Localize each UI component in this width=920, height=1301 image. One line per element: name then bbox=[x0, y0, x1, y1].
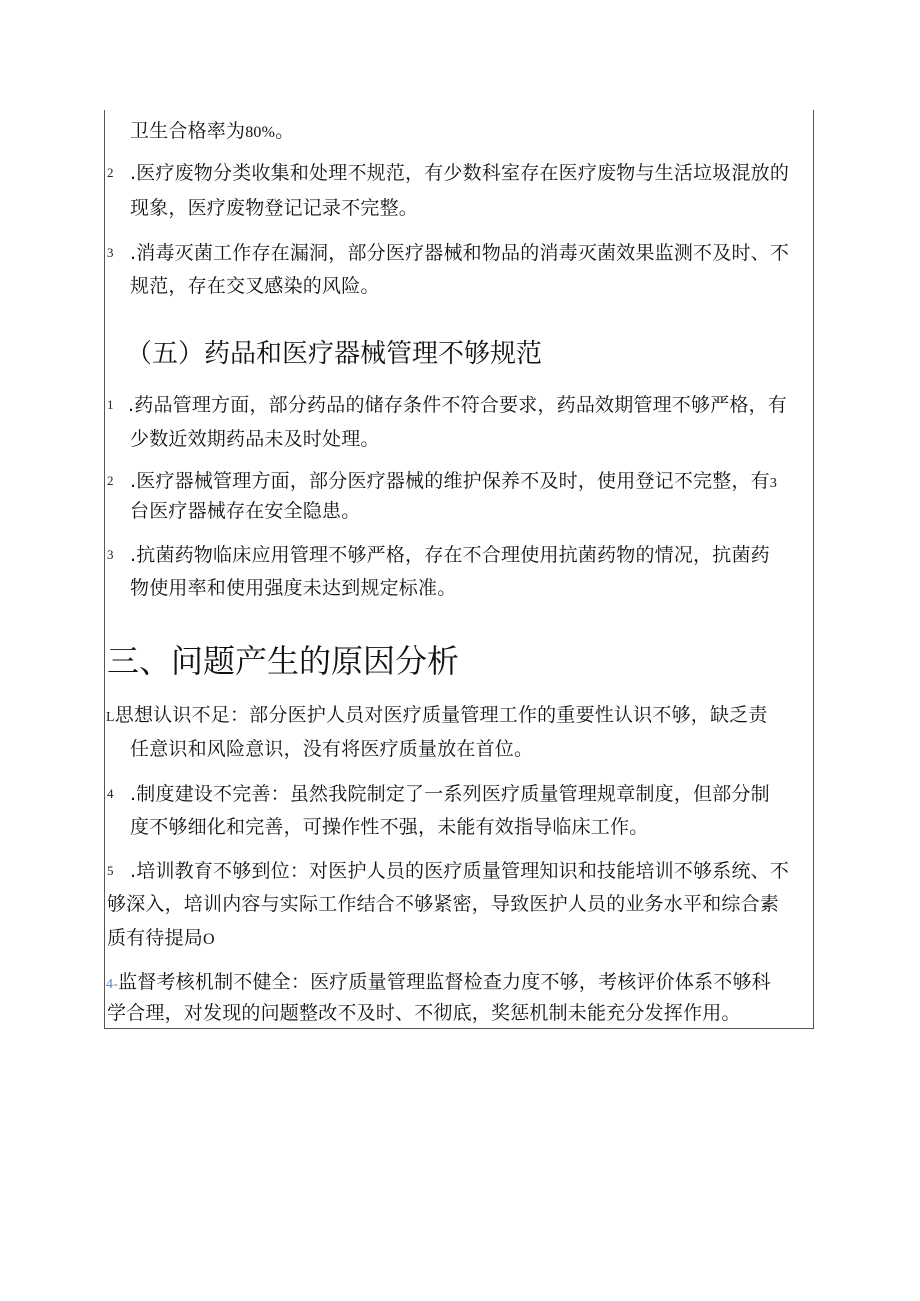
list-item-line: .培训教育不够到位：对医护人员的医疗质量管理知识和技能培训不够系统、不 bbox=[130, 860, 790, 882]
list-item-line: .医疗废物分类收集和处理不规范，有少数科室存在医疗废物与生活垃圾混放的 bbox=[130, 162, 790, 184]
list-item-line: 学合理，对发现的问题整改不及时、不彻底，奖惩机制未能充分发挥作用。 bbox=[107, 1002, 741, 1024]
list-item-line: .抗菌药物临床应用管理不够严格，存在不合理使用抗菌药物的情况，抗菌药 bbox=[130, 544, 770, 566]
list-item-line: .制度建设不完善：虽然我院制定了一系列医疗质量管理规章制度，但部分制 bbox=[130, 783, 770, 805]
list-number: 4 bbox=[107, 786, 114, 801]
list-item-line: 现象，医疗废物登记记录不完整。 bbox=[130, 197, 419, 219]
list-item-line: 任意识和风险意识，没有将医疗质量放在首位。 bbox=[130, 738, 534, 760]
list-item-line: 度不够细化和完善，可操作性不强，未能有效指导临床工作。 bbox=[130, 816, 649, 838]
list-item-line: 少数近效期药品未及时处理。 bbox=[130, 428, 380, 450]
list-number: 3 bbox=[107, 245, 114, 260]
list-number: 4- bbox=[106, 977, 119, 992]
list-number: 1 bbox=[107, 397, 114, 412]
list-item-line: 够深入，培训内容与实际工作结合不够紧密，导致医护人员的业务水平和综合素 bbox=[107, 893, 780, 915]
list-item-line: 4-监督考核机制不健全：医疗质量管理监督检查力度不够，考核评价体系不够科 bbox=[106, 971, 771, 993]
list-item-line: .药品管理方面，部分药品的储存条件不符合要求，药品效期管理不够严格，有 bbox=[128, 394, 788, 416]
list-item-line: 台医疗器械存在安全隐患。 bbox=[130, 500, 361, 522]
list-item-line: 质有待提局O bbox=[107, 927, 215, 949]
section-heading: （五）药品和医疗器械管理不够规范 bbox=[126, 339, 543, 369]
list-number: 5 bbox=[107, 863, 114, 878]
list-number: L bbox=[106, 710, 115, 725]
chapter-heading: 三、问题产生的原因分析 bbox=[107, 642, 460, 680]
paragraph-tail: 卫生合格率为80%。 bbox=[130, 120, 295, 142]
list-item-line: .消毒灭菌工作存在漏洞，部分医疗器械和物品的消毒灭菌效果监测不及时、不 bbox=[130, 242, 790, 264]
list-number: 2 bbox=[107, 473, 114, 488]
list-item-line: L思想认识不足：部分医护人员对医疗质量管理工作的重要性认识不够，缺乏责 bbox=[106, 704, 768, 726]
list-item-line: .医疗器械管理方面，部分医疗器械的维护保养不及时，使用登记不完整，有3 bbox=[130, 470, 778, 492]
list-item-line: 规范，存在交叉感染的风险。 bbox=[130, 275, 380, 297]
list-number: 2 bbox=[107, 165, 114, 180]
list-number: 3 bbox=[107, 547, 114, 562]
list-item-line: 物使用率和使用强度未达到规定标准。 bbox=[130, 577, 457, 599]
